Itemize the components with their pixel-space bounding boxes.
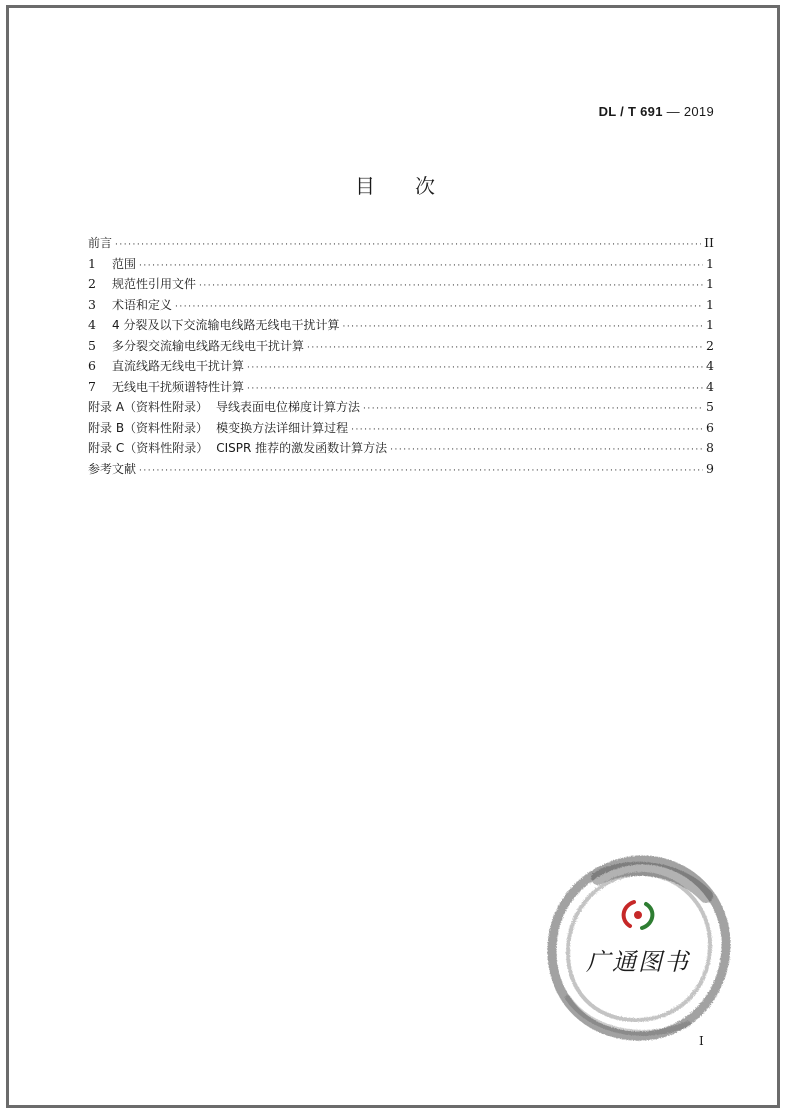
toc-entry-label: 导线表面电位梯度计算方法 — [216, 400, 361, 414]
toc-entry-page: 4 — [706, 378, 714, 394]
toc-entry-label: 模变换方法详细计算过程 — [216, 420, 349, 435]
toc-entry[interactable] — [88, 254, 714, 275]
toc-entry-number: 2 — [88, 276, 96, 291]
table-of-contents — [88, 233, 714, 479]
toc-entry-appendix-prefix: 附录 A（资料性附录） — [88, 400, 209, 414]
toc-entry-page: 1 — [706, 276, 714, 291]
toc-entry-label: 规范性引用文件 — [112, 277, 197, 291]
toc-leader-dots — [175, 297, 703, 317]
toc-entry-label: 范围 — [112, 256, 137, 271]
standard-year: — 2019 — [662, 104, 714, 119]
toc-entry-page: II — [704, 235, 714, 250]
toc-leader-dots — [351, 420, 703, 440]
toc-entry-page: 4 — [706, 358, 714, 373]
toc-entry-appendix-prefix: 附录 B（资料性附录） — [88, 420, 209, 435]
seal-logo-icon — [624, 902, 653, 928]
toc-leader-dots — [247, 358, 703, 378]
toc-leader-dots — [390, 440, 703, 460]
toc-entry-label: CISPR 推荐的激发函数计算方法 — [216, 441, 388, 455]
toc-entry[interactable] — [88, 315, 714, 336]
toc-entry-number: 5 — [88, 337, 96, 353]
toc-entry[interactable] — [88, 356, 714, 377]
toc-entry-page: 1 — [706, 317, 714, 332]
toc-leader-dots — [139, 461, 703, 481]
toc-entry-label: 无线电干扰频谱特性计算 — [112, 379, 245, 394]
toc-entry-page: 9 — [706, 460, 714, 476]
toc-entry-page: 1 — [706, 296, 714, 312]
page-number: I — [699, 1034, 704, 1048]
svg-text:广通图书: 广通图书 — [586, 948, 690, 976]
toc-entry[interactable] — [88, 295, 714, 316]
toc-entry-number: 3 — [88, 296, 96, 312]
toc-entry-label: 4 分裂及以下交流输电线路无线电干扰计算 — [112, 318, 340, 332]
page-title: 目次 — [355, 174, 475, 198]
toc-entry[interactable] — [88, 459, 714, 480]
toc-entry-appendix-prefix: 附录 C（资料性附录） — [88, 441, 209, 455]
toc-entry-page: 6 — [706, 419, 714, 435]
toc-leader-dots — [139, 256, 703, 276]
standard-number: DL / T 691 — [598, 104, 663, 119]
toc-entry-label: 术语和定义 — [112, 297, 173, 312]
toc-entry-label: 参考文献 — [88, 461, 137, 476]
toc-entry[interactable] — [88, 377, 714, 398]
toc-leader-dots — [199, 276, 703, 296]
toc-leader-dots — [342, 317, 703, 337]
toc-leader-dots — [247, 379, 703, 399]
toc-entry-number: 6 — [88, 358, 96, 373]
toc-entry[interactable] — [88, 336, 714, 357]
toc-entry-page: 1 — [706, 255, 714, 271]
toc-entry[interactable] — [88, 274, 714, 295]
toc-entry-number: 1 — [88, 255, 96, 271]
toc-entry-label: 多分裂交流输电线路无线电干扰计算 — [112, 338, 305, 353]
toc-entry[interactable] — [88, 397, 714, 418]
toc-leader-dots — [363, 399, 703, 419]
toc-entry-label: 前言 — [88, 236, 113, 250]
toc-entry-number: 4 — [88, 317, 96, 332]
standard-code — [599, 104, 714, 119]
toc-entry-page: 8 — [706, 440, 714, 455]
toc-entry-page: 5 — [706, 399, 714, 414]
toc-leader-dots — [115, 235, 701, 255]
publisher-seal — [538, 848, 738, 1048]
toc-entry[interactable] — [88, 438, 714, 459]
toc-entry-label: 直流线路无线电干扰计算 — [112, 359, 245, 373]
toc-leader-dots — [307, 338, 703, 358]
toc-entry[interactable] — [88, 418, 714, 439]
toc-entry[interactable] — [88, 233, 714, 254]
toc-entry-number: 7 — [88, 378, 96, 394]
toc-entry-page: 2 — [706, 337, 714, 353]
